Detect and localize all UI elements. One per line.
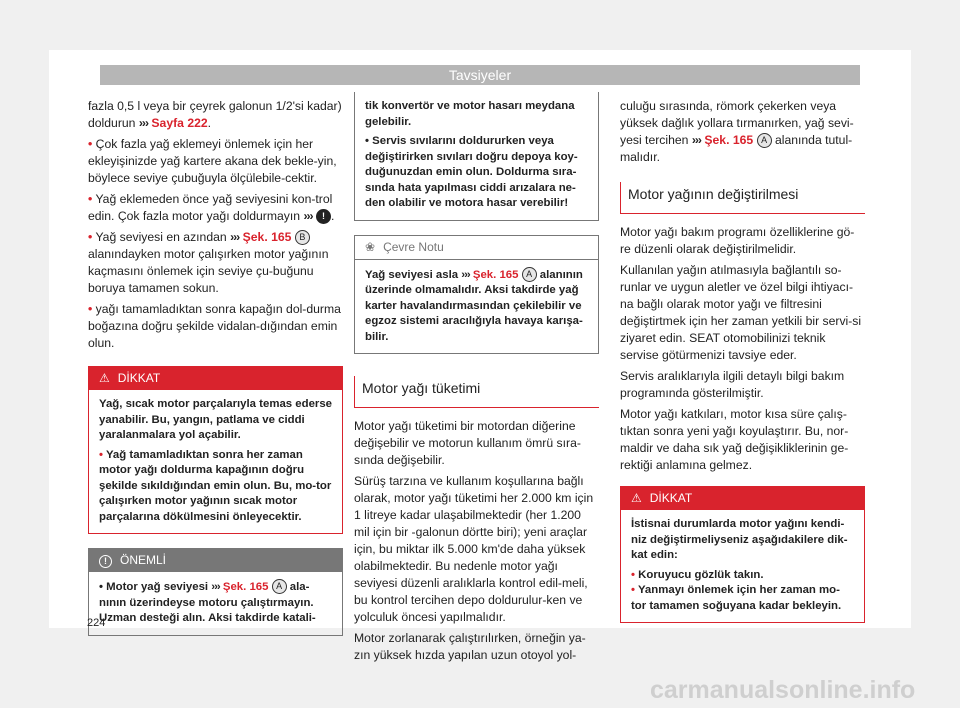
warning-bullet (631, 583, 854, 614)
notice-title: ÖNEMLİ (120, 553, 167, 567)
notice-body (355, 92, 598, 220)
column-2 (354, 92, 599, 668)
notice-text: ala-nının üzerindeyse motoru çalıştırmayın. Uzman desteği alın. Aksi takdirde katali- (99, 581, 316, 624)
notice-header (89, 549, 342, 572)
arrows-icon: ››› (461, 268, 470, 281)
list-item: • Yağ eklemeden önce yağ seviyesini kon-trol edin. Çok fazla motor yağı doldurmayın ››› ! . (88, 192, 335, 223)
warning-reference-icon[interactable]: ! (316, 209, 331, 224)
list-item-text: Yağ eklemeden önce yağ seviyesini kon-trol edin. Çok fazla motor yağı doldurmayın (88, 192, 333, 223)
warning-bullet-text: Yağ tamamladıktan sonra her zaman motor yağı doldurma kapağının doğru şekilde sıkıldığından emin olun. Bu, mo-tor çalışırken motor yağının sıcak motor parçalarına dökülmesini önleyecektir. (99, 448, 332, 523)
bullet-icon: • (99, 448, 103, 461)
list-item (88, 301, 343, 352)
figure-letter-a: A (522, 267, 537, 282)
paragraph: Servis aralıklarıyla ilgili detaylı bilgi bakım programında gösterilmiştir. (620, 369, 845, 400)
environment-note-box (354, 235, 599, 355)
arrows-icon: ››› (230, 230, 240, 244)
arrows-icon: ››› (691, 133, 701, 147)
arrows-icon: ››› (211, 581, 220, 593)
warning-bullet-text: Yanmayı önlemek için her zaman mo-tor tamamen soğuyana kadar bekleyin. (631, 584, 842, 612)
figure-link[interactable]: Şek. 165 (704, 133, 754, 147)
warning-triangle-icon: ⚠ (99, 371, 110, 385)
arrows-icon: ››› (303, 209, 313, 223)
warning-header (89, 367, 342, 390)
bullet-icon: • (88, 192, 93, 206)
warning-bullet-text: Koruyucu gözlük takın. (638, 568, 764, 581)
warning-box (88, 366, 343, 534)
warning-bullet (99, 448, 332, 526)
list-item (88, 229, 343, 297)
bullet-icon: • (88, 230, 93, 244)
list-item-text: Yağ seviyesi en azından (95, 230, 227, 244)
paragraph: Motor yağı tüketimi bir motordan diğerine değişebilir ve motorun kullanım ömrü sıra-sında değişebilir. (354, 419, 581, 467)
bullet-icon: • (88, 302, 93, 316)
warning-box (620, 486, 865, 623)
paragraph: Motor zorlanarak çalıştırılırken, örneğin ya-zın yüksek hızda yapılan uzun otoyol yol- (354, 631, 586, 662)
paragraph: Motor yağı bakım programı özelliklerine gö-re düzenli olarak değiştirilmelidir. (620, 225, 855, 256)
list-item-text: Çok fazla yağ eklemeyi önlemek için her ekleyişinizde yağ kartere akana dek bekle-yin, böylece seviye çubuğuyla ölçülebile-cektir. (88, 137, 337, 185)
section-title: Motor yağının değiştirilmesi (628, 186, 799, 202)
paragraph-text: fazla 0,5 l veya bir çeyrek galonun 1/2'si kadar) doldurun (88, 99, 342, 130)
notice-box-continued (354, 92, 599, 221)
warning-body (621, 510, 864, 622)
warning-triangle-icon: ⚠ (631, 491, 642, 505)
list-item-text: yağı tamamladıktan sonra kapağın dol-durma boğazına doğru şekilde vidalan-dığından emin olun. (88, 302, 341, 350)
bullet-icon: • (88, 137, 93, 151)
notice-bullet (365, 134, 588, 212)
bullet-icon: • (631, 568, 635, 581)
figure-letter-a: A (272, 579, 287, 594)
list-item (88, 136, 343, 187)
warning-text: Yağ, sıcak motor parçalarıyla temas ederse yanabilir. Bu, yangın, patlama ve ciddi yaralanmalara yol açabilir. (99, 398, 333, 441)
list-item-text: alanındayken motor çalışırken motor yağının kaçmasını önlemek için seviye çu-buğunu boruya tamamen sokun. (88, 247, 329, 295)
column-3 (620, 98, 865, 623)
figure-letter-b: B (295, 230, 310, 245)
figure-link[interactable]: Şek. 165 (472, 268, 519, 281)
bullet-icon: • (631, 584, 635, 596)
notice-bullet-text: Servis sıvılarını doldururken veya değiştirirken sıvıları doğru depoya koy-duğunuzdan emin olun. Doldurma sıra-sında hata yapılması ciddi arızalara ne-den olabilir ve motora hasar verebilir! (365, 135, 578, 209)
environment-note-header (355, 236, 598, 260)
warning-text: İstisnai durumlarda motor yağını kendi-niz değiştirmeliyseniz aşağıdakilere dik-kat edin: (631, 518, 848, 561)
notice-text: tik konvertör ve motor hasarı meydana gelebilir. (365, 100, 575, 128)
figure-link[interactable]: Şek. 165 (222, 581, 269, 593)
environment-note-text: Yağ seviyesi asla (365, 268, 459, 281)
notice-text: Motor yağ seviyesi (106, 581, 209, 593)
section-heading (354, 376, 599, 408)
warning-body (89, 390, 342, 533)
bullet-icon: • (365, 135, 369, 147)
page-header: Tavsiyeler (100, 65, 860, 85)
paragraph (620, 98, 865, 166)
bullet-icon: • (99, 581, 103, 593)
column-1 (88, 98, 343, 636)
environment-note-body (355, 260, 598, 354)
environment-note-title: Çevre Notu (383, 239, 444, 254)
page-link[interactable]: Sayfa 222 (151, 116, 208, 130)
figure-link[interactable]: Şek. 165 (242, 230, 292, 244)
paragraph-text: culuğu sırasında, römork çekerken veya yüksek dağlık yollara tırmanırken, yağ sevi-yesi tercihen (620, 99, 854, 147)
page-number: 224 (87, 617, 106, 629)
warning-header (621, 487, 864, 510)
paragraph-text: alanında tutul-malıdır. (620, 133, 853, 164)
leaf-icon: ❀ (365, 239, 376, 254)
warning-title: DİKKAT (117, 371, 161, 385)
environment-note-text: alanının üzerinde olmamalıdır. Aksi takdirde yağ karter havalandırmasından çekilebilir ve egzoz sistemi aracılığıyla havaya karışa-bilir. (365, 268, 583, 343)
warning-title: DİKKAT (649, 491, 693, 505)
paragraph: Sürüş tarzına ve kullanım koşullarına bağlı olarak, motor yağı tüketimi her 2.000 km için 1 litreye kadar ulaşabilmektedir (her 1.200 mil için bir -galonun dörtte biri); yeni araçlar için, bu miktar ilk 5.000 km'de daha yüksek olabilmektedir. Bu nedenle motor yağı seviyesi düzenli aralıklarla kontrol edil-meli, bu kontrol tercihen depo doldurulur-ken ve yolculuk öncesi yapılmalıdır. (354, 474, 594, 624)
warning-bullet (631, 568, 854, 584)
section-heading (620, 182, 865, 214)
watermark: carmanualsonline.info (650, 676, 916, 704)
paragraph: Motor yağı katkıları, motor kısa süre çalış-tıktan sonra yeni yağı koyulaştırır. Bu, nor-maldir ve daha sık yağ değişikliklerinin ge-rektiği anlamına gelmez. (620, 407, 849, 472)
notice-body (89, 572, 342, 635)
figure-letter-a: A (757, 133, 772, 148)
info-circle-icon: ! (99, 555, 112, 568)
section-title: Motor yağı tüketimi (362, 380, 481, 396)
notice-box (88, 548, 343, 636)
paragraph: fazla 0,5 l veya bir çeyrek galonun 1/2'si kadar) doldurun ››› Sayfa 222. (88, 99, 342, 130)
arrows-icon: ››› (138, 116, 149, 130)
paragraph: Kullanılan yağın atılmasıyla bağlantılı so-runlar ve uygun aletler ve özel bilgi ihtiyacı-na bağlı olarak motor yağı ve filtresini değiştirtmek için her zaman yetkili bir servi-si ziyaret edin. SEAT otomobilinizi teknik servise götürmenizi tavsiye eder. (620, 263, 862, 362)
